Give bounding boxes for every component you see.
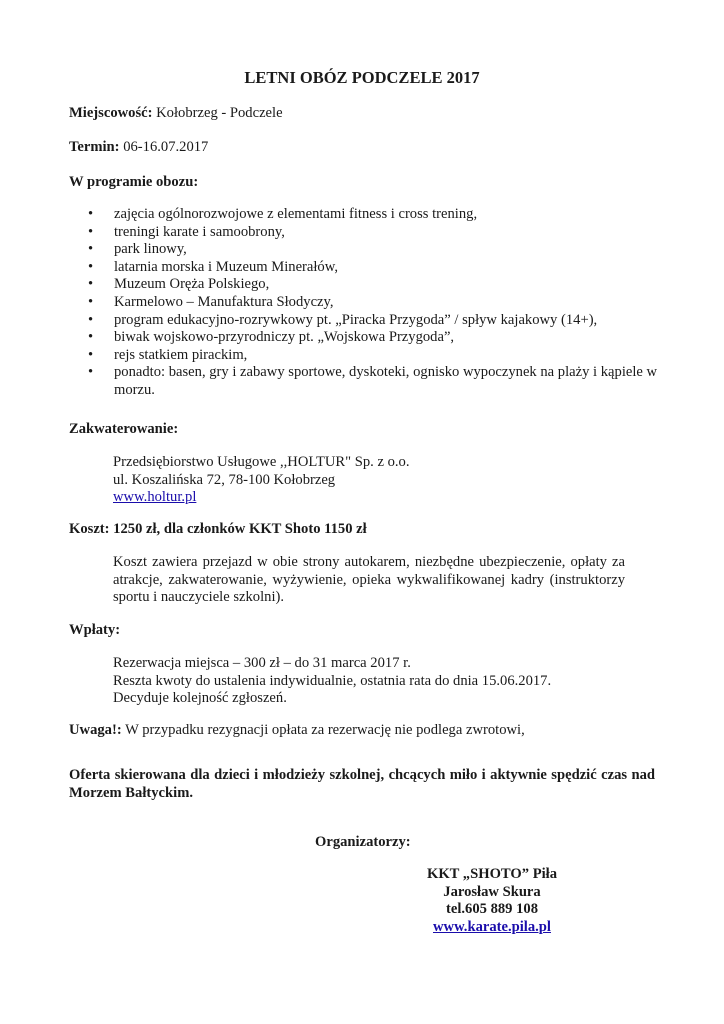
cost-heading: Koszt: 1250 zł, dla członków KKT Shoto 1150 zł bbox=[69, 521, 367, 537]
note-line bbox=[69, 722, 525, 739]
accommodation-address: ul. Koszalińska 72, 78-100 Kołobrzeg bbox=[113, 471, 336, 488]
page-title: LETNI OBÓZ PODCZELE 2017 bbox=[244, 68, 480, 87]
term-line bbox=[69, 139, 208, 156]
payments-heading: Wpłaty: bbox=[69, 622, 121, 638]
cost-description: Koszt zawiera przejazd w obie strony autokarem, niezbędne ubezpieczenie, opłaty za atrakcje, zakwaterowanie, wyżywienie, opieka wykwalifikowanej kadry (instruktorzy sportu i nauczyciele szkolni). bbox=[113, 554, 625, 606]
organizer-club: KKT „SHOTO” Piła bbox=[426, 866, 558, 882]
payment-reservation: Rezerwacja miejsca – 300 zł – do 31 marca 2017 r. bbox=[113, 655, 411, 671]
payments-block bbox=[113, 655, 551, 708]
location-value: Kołobrzeg - Podczele bbox=[156, 105, 283, 121]
list-item: • biwak wojskowo-przyrodniczy pt. „Wojskowa Przygoda”, bbox=[88, 329, 455, 346]
note-label: Uwaga!: bbox=[69, 722, 122, 738]
holtur-link[interactable]: www.holtur.pl bbox=[113, 489, 197, 506]
organizers-block bbox=[392, 866, 592, 936]
accommodation-heading: Zakwaterowanie: bbox=[69, 421, 179, 437]
payment-order: Decyduje kolejność zgłoszeń. bbox=[113, 690, 287, 707]
offer-text: Oferta skierowana dla dzieci i młodzieży szkolnej, chcących miło i aktywnie spędzić czas nad Morzem Bałtyckim. bbox=[69, 767, 655, 801]
organizers-heading: Organizatorzy: bbox=[315, 834, 411, 850]
karate-pila-link[interactable]: www.karate.pila.pl bbox=[433, 918, 551, 935]
program-heading: W programie obozu: bbox=[69, 174, 199, 190]
organizer-person: Jarosław Skura bbox=[443, 883, 541, 900]
term-value: 06-16.07.2017 bbox=[123, 139, 209, 155]
list-item: • treningi karate i samoobrony, bbox=[88, 223, 285, 240]
list-item: • Muzeum Oręża Polskiego, bbox=[88, 276, 270, 293]
list-item: • Karmelowo – Manufaktura Słodyczy, bbox=[88, 293, 334, 310]
payment-remainder: Reszta kwoty do ustalenia indywidualnie, ostatnia rata do dnia 15.06.2017. bbox=[113, 672, 552, 689]
list-item: • rejs statkiem pirackim, bbox=[88, 346, 248, 363]
organizer-phone: tel.605 889 108 bbox=[445, 901, 538, 918]
list-item: • ponadto: basen, gry i zabawy sportowe, dyskoteki, ognisko wypoczynek na plaży i kąpiele w morzu. bbox=[88, 364, 658, 398]
note-text: W przypadku rezygnacji opłata za rezerwację nie podlega zwrotowi, bbox=[125, 722, 525, 738]
accommodation-block bbox=[113, 454, 409, 507]
location-label: Miejscowość: bbox=[69, 105, 153, 121]
term-label: Termin: bbox=[69, 139, 120, 155]
location-line bbox=[69, 105, 283, 122]
list-item: • latarnia morska i Muzeum Minerałów, bbox=[88, 258, 338, 275]
list-item: • program edukacyjno-rozrywkowy pt. „Piracka Przygoda” / spływ kajakowy (14+), bbox=[88, 311, 598, 328]
accommodation-company: Przedsiębiorstwo Usługowe ,,HOLTUR" Sp. z o.o. bbox=[113, 454, 410, 470]
program-list bbox=[88, 206, 668, 400]
list-item: • park linowy, bbox=[88, 241, 187, 258]
list-item: • zajęcia ogólnorozwojowe z elementami fitness i cross trening, bbox=[88, 206, 478, 222]
